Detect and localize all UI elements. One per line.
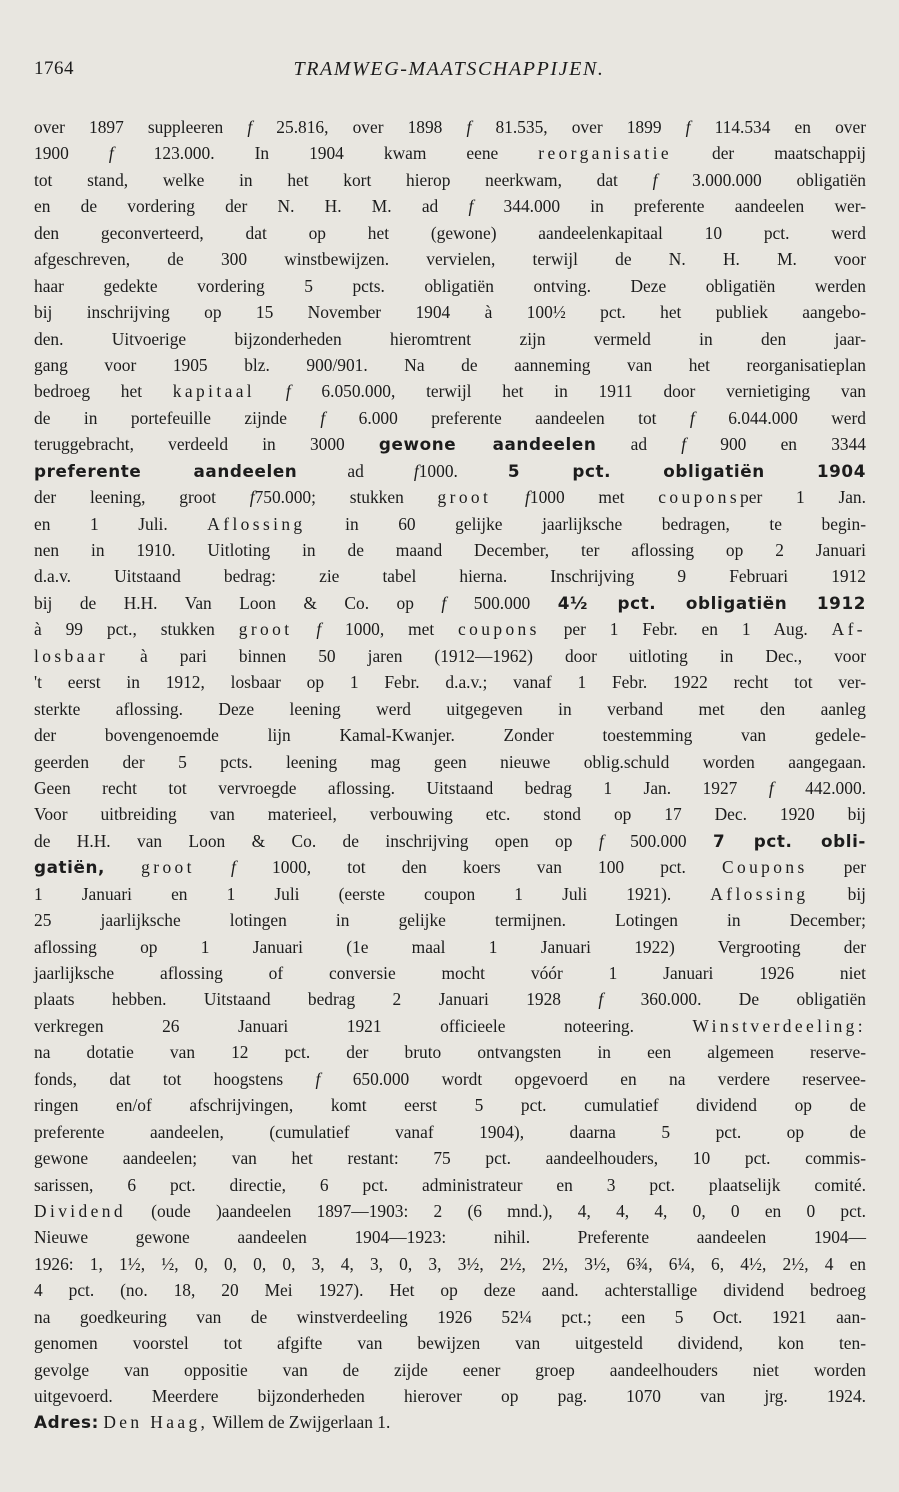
text-line	[34, 643, 866, 669]
text-run: den geconverteerd, dat op het (gewone) aandeelenkapitaal 10 pct. werd	[34, 222, 866, 243]
text-line	[34, 1357, 866, 1383]
text-line	[34, 352, 866, 378]
text-line	[34, 431, 866, 457]
text-run: d.a.v. Uitstaand bedrag: zie tabel hierna. Inschrijving 9 Februari 1912	[34, 566, 866, 587]
body-text	[34, 114, 866, 1436]
text-line	[34, 1119, 866, 1145]
spaced-term: Aflossing	[207, 513, 306, 534]
text-run: 500.000	[603, 830, 713, 851]
text-line	[34, 722, 866, 748]
text-line	[34, 193, 866, 219]
text-run: Nieuwe gewone aandeelen 1904—1923: nihil. Preferente aandeelen 1904—	[34, 1227, 866, 1248]
text-run: genomen voorstel tot afgifte van bewijzen van uitgesteld dividend, kon ten-	[34, 1333, 866, 1354]
spaced-term: Dividend	[34, 1200, 126, 1221]
text-line	[34, 511, 866, 537]
text-line	[34, 696, 866, 722]
spaced-term: Af-	[831, 619, 866, 640]
text-run: ringen en/of afschrijvingen, komt eerst 5 pct. cumulatief dividend op de	[34, 1095, 866, 1116]
text-run: 6.044.000 werd	[694, 407, 866, 428]
bold-heading: 5 pct. obligatiën 1904	[507, 460, 866, 481]
text-line	[34, 881, 866, 907]
text-run: 6.000 preferente aandeelen tot	[325, 407, 690, 428]
text-run: 't eerst in 1912, losbaar op 1 Febr. d.a.v.; vanaf 1 Febr. 1922 recht tot ver-	[34, 672, 866, 693]
bold-heading: Adres:	[34, 1412, 99, 1433]
text-run: gevolge van oppositie van de zijde eener groep aandeelhouders niet worden	[34, 1359, 866, 1380]
text-run: Willem de Zwijgerlaan 1.	[208, 1412, 391, 1433]
florin-symbol: f	[441, 592, 447, 613]
text-run: 3.000.000 obligatiën	[657, 169, 866, 190]
text-line	[34, 537, 866, 563]
text-run: uitgevoerd. Meerdere bijzonderheden hierover op pag. 1070 van jrg. 1924.	[34, 1386, 866, 1406]
text-run: nen in 1910. Uitloting in de maand December, ter aflossing op 2 Januari	[34, 540, 866, 560]
text-line	[34, 1251, 866, 1277]
text-run: 1 Januari en 1 Juli (eerste coupon 1 Juli 1921).	[34, 883, 711, 904]
text-run: teruggebracht, verdeeld in 3000	[34, 434, 379, 455]
text-run: 750.000; stukken	[254, 487, 438, 508]
text-run: Geen recht tot vervroegde aflossing. Uitstaand bedrag 1 Jan. 1927	[34, 777, 769, 798]
text-line	[34, 167, 866, 193]
florin-symbol: f	[525, 487, 530, 508]
text-run: fonds, dat tot hoogstens	[34, 1068, 316, 1089]
spaced-term: coupons	[458, 619, 540, 640]
text-run: na goedkeuring van de winstverdeeling 1926 52¼ pct.; een 5 Oct. 1921 aan-	[34, 1306, 866, 1327]
text-line	[34, 960, 866, 986]
text-run: 114.534 en over	[690, 117, 866, 137]
text-line	[34, 1409, 866, 1435]
text-run: 360.000. De obligatiën	[603, 989, 866, 1010]
text-run	[491, 487, 525, 507]
text-line	[34, 1383, 866, 1409]
text-run: 1900	[34, 143, 109, 164]
florin-symbol: f	[681, 434, 687, 455]
text-run: gewone aandeelen; van het restant: 75 pct. aandeelhouders, 10 pct. commis-	[34, 1148, 866, 1169]
text-run: 123.000. In 1904 kwam eene	[113, 143, 539, 164]
text-run: de H.H. van Loon & Co. de inschrijving open op	[34, 830, 599, 851]
text-run: gang voor 1905 blz. 900/901. Na de aanneming van het reorganisatieplan	[34, 354, 866, 375]
bold-heading: 7 pct. obli-	[712, 830, 866, 851]
text-line	[34, 484, 866, 510]
text-run: bedroeg het	[34, 381, 173, 402]
text-line	[34, 458, 866, 484]
text-line	[34, 1039, 866, 1065]
text-run: 900 en 3344	[686, 434, 866, 455]
text-line	[34, 378, 866, 404]
text-run: 25.816, over 1898	[252, 117, 467, 137]
bold-heading: 4½ pct. obligatiën 1912	[557, 592, 867, 613]
page-header	[34, 58, 864, 88]
text-line	[34, 907, 866, 933]
text-run: 1000, tot den koers van 100 pct.	[235, 857, 722, 878]
text-run: ad	[297, 460, 414, 481]
text-run: ad	[596, 434, 682, 455]
text-line	[34, 854, 866, 880]
spaced-term: kapitaal	[172, 381, 256, 402]
spaced-term: coupons	[658, 487, 741, 508]
text-line	[34, 986, 866, 1012]
spaced-term: groot	[437, 487, 492, 508]
text-run: en 1 Juli.	[34, 513, 208, 534]
spaced-term: Winstverdeeling:	[692, 1015, 866, 1036]
text-run: verkregen 26 Januari 1921 officieele noteering.	[34, 1015, 693, 1036]
text-run: 4 pct. (no. 18, 20 Mei 1927). Het op deze aand. achterstallige dividend bedroeg	[34, 1280, 866, 1301]
text-line	[34, 828, 866, 854]
text-line	[34, 405, 866, 431]
text-line	[34, 1145, 866, 1171]
text-line	[34, 220, 866, 246]
text-run: der maatschappij	[671, 143, 866, 164]
text-run: den. Uitvoerige bijzonderheden hieromtrent zijn vermeld in den jaar-	[34, 328, 866, 349]
text-line	[34, 669, 866, 695]
spaced-term: groot	[238, 619, 293, 640]
text-run: Voor uitbreiding van materieel, verbouwing etc. stond op 17 Dec. 1920 bij	[34, 804, 866, 825]
text-run	[255, 381, 286, 401]
text-run: 500.000	[446, 592, 558, 613]
text-run: 1926: 1, 1½, ½, 0, 0, 0, 0, 3, 4, 3, 0, 3, 3½, 2½, 2½, 3½, 6¾, 6¼, 6, 4½, 2½, 4 en	[34, 1253, 866, 1274]
spaced-term: reorganisatie	[538, 143, 672, 164]
florin-symbol: f	[316, 619, 322, 640]
text-line	[34, 616, 866, 642]
text-run: à pari binnen 50 jaren (1912—1962) door uitloting in Dec., voor	[108, 645, 866, 666]
text-line	[34, 1198, 866, 1224]
florin-symbol: f	[231, 857, 236, 878]
text-run: bij inschrijving op 15 November 1904 à 100½ pct. het publiek aangebo-	[34, 302, 866, 323]
florin-symbol: f	[413, 460, 419, 481]
text-run: per	[807, 857, 866, 878]
text-run: over 1897 suppleeren	[34, 117, 248, 137]
florin-symbol: f	[247, 117, 253, 137]
text-run: per 1 Febr. en 1 Aug.	[539, 619, 832, 640]
text-run: 1000.	[418, 460, 508, 481]
florin-symbol: f	[320, 407, 326, 428]
text-run: (oude )aandeelen 1897—1903: 2 (6 mnd.), 4, 4, 4, 0, 0 en 0 pct.	[125, 1200, 866, 1221]
spaced-term: Coupons	[721, 857, 808, 878]
bold-heading: gatiën,	[34, 857, 106, 878]
page-number: 1764	[34, 58, 74, 79]
text-run: aflossing op 1 Januari (1e maal 1 Januari 1922) Vergrooting der	[34, 936, 866, 957]
text-run: sarissen, 6 pct. directie, 6 pct. administrateur en 3 pct. plaatselijk comité.	[34, 1174, 866, 1195]
florin-symbol: f	[768, 777, 774, 798]
florin-symbol: f	[685, 117, 691, 137]
running-title: TRAMWEG-MAATSCHAPPIJEN.	[293, 58, 605, 80]
text-run: en de vordering der N. H. M. ad	[34, 196, 469, 217]
spaced-term: losbaar	[34, 645, 109, 666]
text-line	[34, 1304, 866, 1330]
text-line	[34, 326, 866, 352]
text-run: sterkte aflossing. Deze leening werd uitgegeven in verband met den aanleg	[34, 698, 866, 719]
florin-symbol: f	[689, 407, 695, 428]
text-line	[34, 775, 866, 801]
text-run: der leening, groot	[34, 487, 250, 508]
florin-symbol: f	[598, 989, 604, 1010]
florin-symbol: f	[598, 830, 604, 851]
text-run	[105, 857, 141, 877]
text-run: 442.000.	[773, 777, 866, 798]
text-run: preferente aandeelen, (cumulatief vanaf 1904), daarna 5 pct. op de	[34, 1121, 866, 1142]
text-run	[195, 857, 231, 877]
bold-heading: gewone aandeelen	[378, 434, 597, 455]
text-line	[34, 1224, 866, 1250]
text-run: geerden der 5 pcts. leening mag geen nieuwe oblig.schuld worden aangegaan.	[34, 751, 866, 772]
text-run: 1000, met	[321, 619, 459, 640]
text-run: jaarlijksche aflossing of conversie mocht vóór 1 Januari 1926 niet	[34, 963, 866, 983]
text-line	[34, 1277, 866, 1303]
text-run: afgeschreven, de 300 winstbewijzen. vervielen, terwijl de N. H. M. voor	[34, 249, 866, 270]
spaced-term: groot	[141, 857, 195, 878]
text-run: bij de H.H. Van Loon & Co. op	[34, 592, 442, 613]
spaced-term: Den Haag,	[103, 1412, 209, 1433]
text-line	[34, 246, 866, 272]
text-run: de in portefeuille zijnde	[34, 407, 321, 428]
text-run	[292, 619, 316, 639]
text-line	[34, 140, 866, 166]
text-run: haar gedekte vordering 5 pcts. obligatiën ontving. Deze obligatiën werden	[34, 275, 866, 296]
text-run: 6.050.000, terwijl het in 1911 door vernietiging van	[290, 381, 866, 402]
text-run: 650.000 wordt opgevoerd en na verdere reservee-	[320, 1068, 866, 1089]
text-line	[34, 749, 866, 775]
text-run: 81.535, over 1899	[471, 117, 686, 137]
florin-symbol: f	[652, 169, 658, 190]
text-line	[34, 1172, 866, 1198]
text-line	[34, 801, 866, 827]
text-line	[34, 299, 866, 325]
spaced-term: Aflossing	[710, 883, 809, 904]
text-run: der bovengenoemde lijn Kamal-Kwanjer. Zonder toestemming van gedele-	[34, 725, 866, 746]
text-run: tot stand, welke in het kort hierop neerkwam, dat	[34, 169, 653, 190]
bold-heading: preferente aandeelen	[34, 460, 298, 481]
text-line	[34, 1066, 866, 1092]
florin-symbol: f	[108, 143, 114, 164]
text-line	[34, 1092, 866, 1118]
text-run: in 60 gelijke jaarlijksche bedragen, te begin-	[305, 513, 866, 534]
text-line	[34, 934, 866, 960]
text-line	[34, 1330, 866, 1356]
florin-symbol: f	[249, 487, 255, 508]
text-run: 344.000 in preferente aandeelen wer-	[473, 196, 866, 217]
text-run: per 1 Jan.	[740, 487, 866, 508]
text-run: na dotatie van 12 pct. der bruto ontvangsten in een algemeen reserve-	[34, 1042, 866, 1063]
florin-symbol: f	[466, 117, 472, 137]
text-line	[34, 114, 866, 140]
text-line	[34, 590, 866, 616]
text-run: plaats hebben. Uitstaand bedrag 2 Januari 1928	[34, 989, 599, 1010]
text-run: 1000 met	[529, 487, 659, 508]
text-line	[34, 273, 866, 299]
text-line	[34, 563, 866, 589]
florin-symbol: f	[468, 196, 474, 217]
text-run: bij	[808, 883, 866, 904]
florin-symbol: f	[315, 1068, 321, 1089]
text-run: à 99 pct., stukken	[34, 619, 239, 640]
text-run: 25 jaarlijksche lotingen in gelijke termijnen. Lotingen in December;	[34, 910, 866, 931]
florin-symbol: f	[285, 381, 291, 402]
text-line	[34, 1013, 866, 1039]
